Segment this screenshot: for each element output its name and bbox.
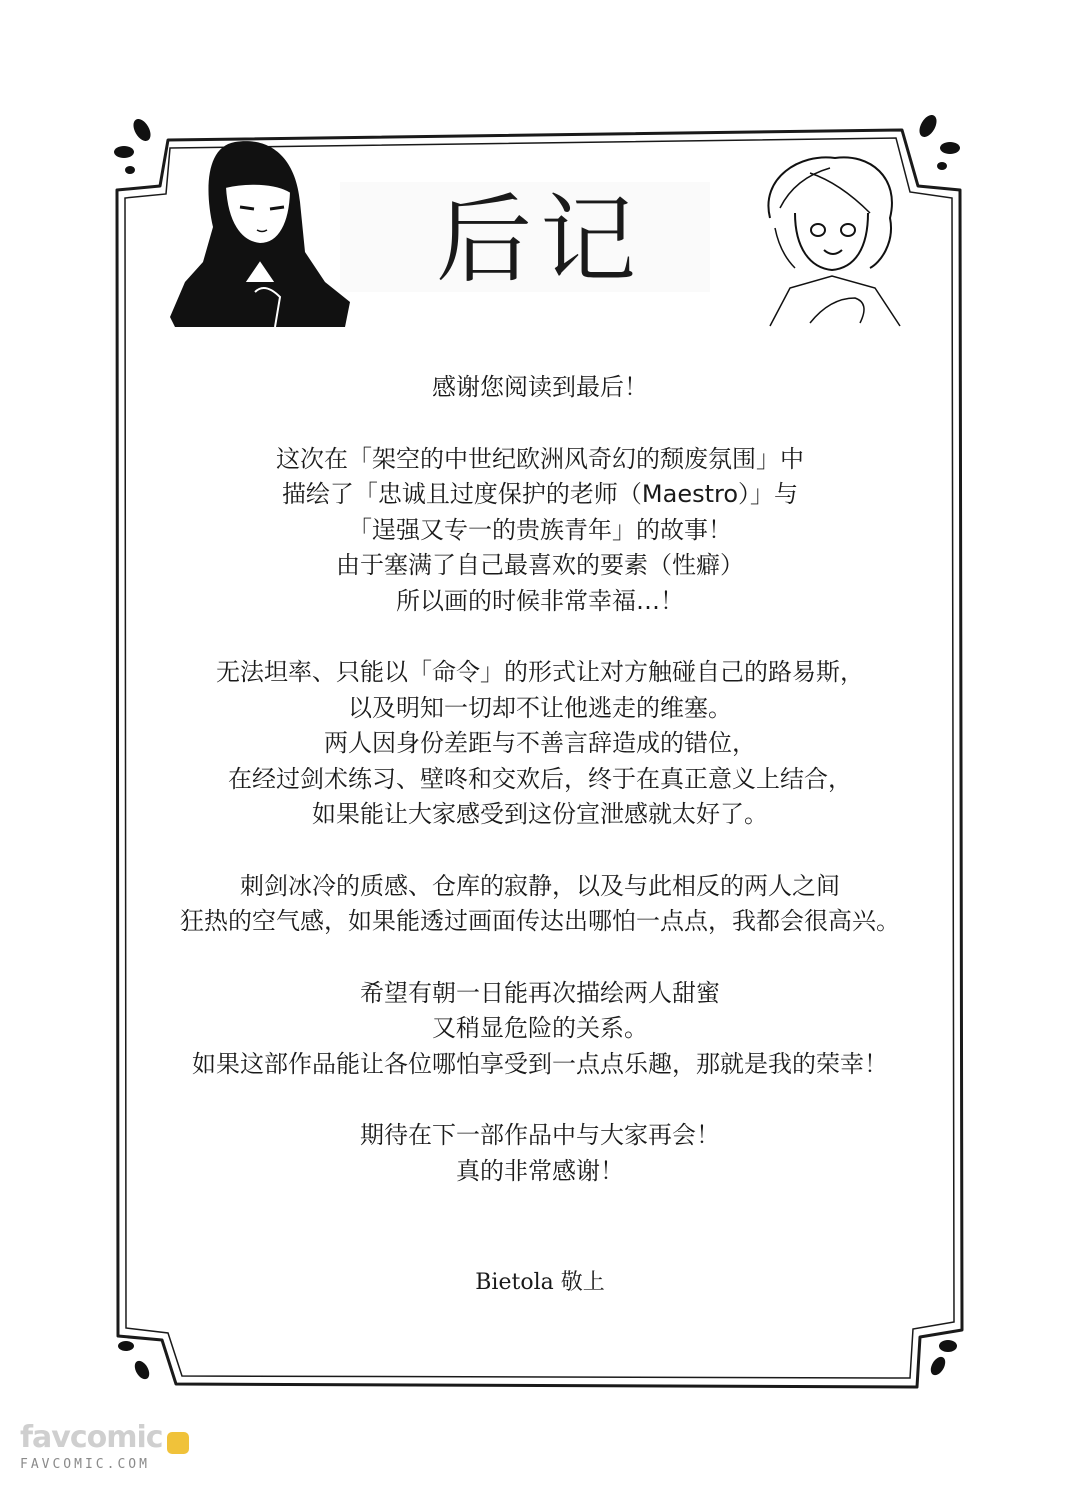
corner-ornament-bottom-left <box>118 1341 152 1382</box>
corner-ornament-top-right <box>916 112 960 170</box>
portrait-right-character <box>750 148 920 328</box>
mascot-icon <box>167 1432 189 1454</box>
corner-ornament-top-left <box>114 116 154 174</box>
text-line: 如果能让大家感受到这份宣泄感就太好了。 <box>312 800 768 828</box>
paragraph <box>120 442 960 620</box>
text-line: 希望有朝一日能再次描绘两人甜蜜 <box>360 978 720 1007</box>
paragraph <box>120 655 960 833</box>
text-line: 又稍显危险的关系。 <box>432 1014 648 1042</box>
text-line: 由于塞满了自己最喜欢的要素（性癖） <box>336 551 744 579</box>
afterword-body <box>120 370 960 1225</box>
text-line: 在经过剑术练习、壁咚和交欢后，终于在真正意义上结合， <box>228 764 852 793</box>
text-line: 两人因身份差距与不善言辞造成的错位， <box>324 729 756 757</box>
watermark-brand: favcomic <box>20 1420 163 1455</box>
text-line: 这次在「架空的中世纪欧洲风奇幻的颓废氛围」中 <box>276 444 804 473</box>
corner-ornament-bottom-right <box>928 1340 957 1378</box>
page-title: 后记 <box>436 184 644 296</box>
paragraph <box>120 1118 960 1189</box>
portrait-left-character <box>165 132 355 332</box>
paragraph <box>120 976 960 1083</box>
watermark-site: FAVCOMIC.COM <box>20 1457 150 1472</box>
watermark-logo <box>20 1420 220 1472</box>
text-line: 「逞强又专一的贵族青年」的故事！ <box>348 515 732 544</box>
text-line: 如果这部作品能让各位哪怕享受到一点点乐趣，那就是我的荣幸！ <box>192 1049 888 1078</box>
text-line: 以及明知一切却不让他逃走的维塞。 <box>348 693 732 722</box>
text-line: 狂热的空气感，如果能透过画面传达出哪怕一点点，我都会很高兴。 <box>180 907 900 935</box>
text-line: 无法坦率、只能以「命令」的形式让对方触碰自己的路易斯， <box>216 658 864 686</box>
signature: Bietola 敬上 <box>475 1270 605 1295</box>
text-line: 期待在下一部作品中与大家再会！ <box>360 1121 720 1149</box>
text-line: 真的非常感谢！ <box>456 1156 624 1185</box>
paragraph <box>120 869 960 940</box>
text-line: 所以画的时候非常幸福…！ <box>396 586 684 615</box>
text-line: 刺剑冰冷的质感、仓库的寂静，以及与此相反的两人之间 <box>240 871 840 900</box>
paragraph <box>120 370 960 406</box>
text-line: 感谢您阅读到最后！ <box>432 373 648 401</box>
text-line: 描绘了「忠诚且过度保护的老师（Maestro）」与 <box>281 480 799 508</box>
